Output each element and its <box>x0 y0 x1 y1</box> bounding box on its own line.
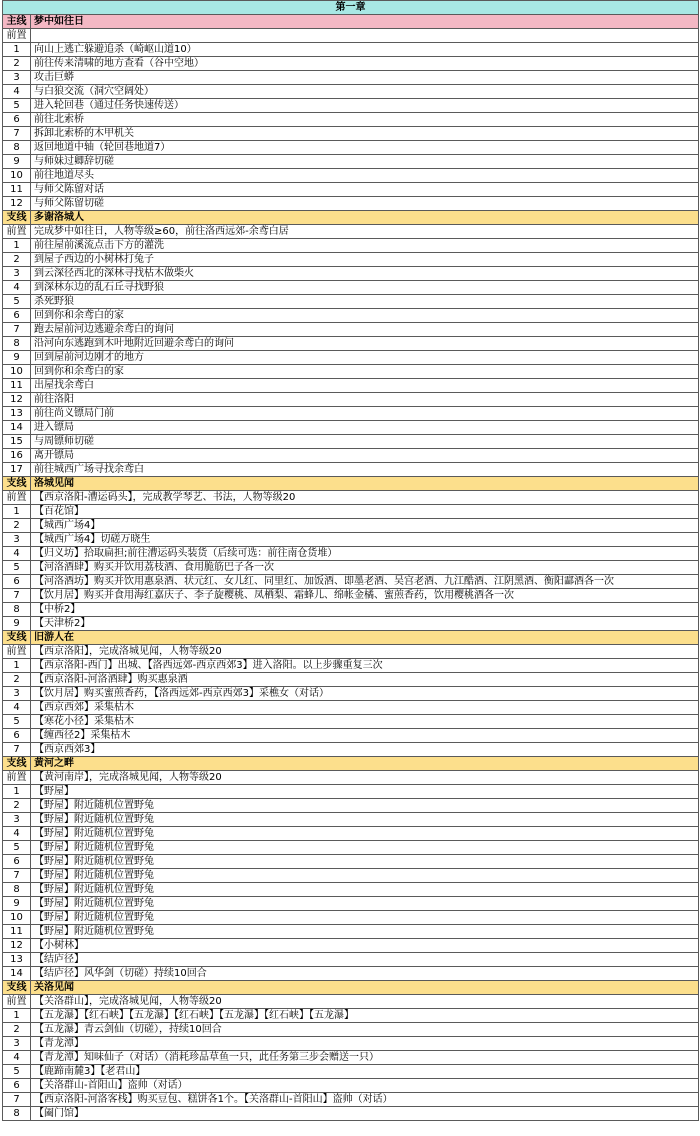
quest-type-label: 支线 <box>3 981 31 995</box>
step-number: 8 <box>3 603 31 617</box>
step-row <box>3 743 699 757</box>
step-number: 5 <box>3 841 31 855</box>
step-number: 7 <box>3 127 31 141</box>
step-row <box>3 239 699 253</box>
quest-table <box>2 0 699 1121</box>
quest-header-row <box>3 981 699 995</box>
step-row <box>3 295 699 309</box>
step-row <box>3 1065 699 1079</box>
step-text: 前往北索桥 <box>31 113 699 127</box>
step-number: 3 <box>3 71 31 85</box>
step-number: 5 <box>3 1065 31 1079</box>
step-text: 【野屋】 <box>31 785 699 799</box>
step-number: 10 <box>3 911 31 925</box>
step-number: 2 <box>3 57 31 71</box>
prerequisite-label: 前置 <box>3 645 31 659</box>
step-row <box>3 365 699 379</box>
prerequisite-row <box>3 491 699 505</box>
step-row <box>3 911 699 925</box>
prerequisite-label: 前置 <box>3 491 31 505</box>
step-number: 11 <box>3 183 31 197</box>
step-number: 6 <box>3 855 31 869</box>
step-row <box>3 869 699 883</box>
step-number: 8 <box>3 337 31 351</box>
step-text: 前往城西广场寻找余鸢白 <box>31 463 699 477</box>
step-text: 前往屋前溪流点击下方的灌洗 <box>31 239 699 253</box>
quest-type-label: 主线 <box>3 15 31 29</box>
step-row <box>3 785 699 799</box>
prerequisite-text <box>31 29 699 43</box>
quest-type-label: 支线 <box>3 757 31 771</box>
step-row <box>3 183 699 197</box>
step-text: 【野屋】附近随机位置野兔 <box>31 813 699 827</box>
step-number: 16 <box>3 449 31 463</box>
step-text: 【寒花小径】采集枯木 <box>31 715 699 729</box>
step-number: 7 <box>3 323 31 337</box>
step-text: 到屋子西边的小树林打兔子 <box>31 253 699 267</box>
step-row <box>3 855 699 869</box>
quest-name: 黄河之畔 <box>31 757 699 771</box>
step-row <box>3 617 699 631</box>
step-number: 2 <box>3 673 31 687</box>
step-text: 返回地道中轴（轮回巷地道7） <box>31 141 699 155</box>
step-text: 【青龙潭】 <box>31 1037 699 1051</box>
step-text: 【百花馆】 <box>31 505 699 519</box>
step-text: 与师父陈留对话 <box>31 183 699 197</box>
step-text: 【结庐径】 <box>31 953 699 967</box>
step-row <box>3 71 699 85</box>
step-text: 【河洛酒坊】购买并饮用惠泉酒、状元红、女儿红、同里红、加饭酒、即墨老酒、吴宫老酒、九江酷酒、江阴黑酒、衡阳酃酒各一次 <box>31 575 699 589</box>
step-number: 4 <box>3 547 31 561</box>
quest-header-row <box>3 631 699 645</box>
step-text: 【饮月居】购买并食用海红嘉庆子、李子旋樱桃、凤栖梨、霜蜂儿、绵帐金橘、蜜煎香药，饮用樱桃酒各一次 <box>31 589 699 603</box>
step-row <box>3 351 699 365</box>
quest-header-row <box>3 211 699 225</box>
step-text: 回到你和余鸢白的家 <box>31 309 699 323</box>
step-row <box>3 309 699 323</box>
step-row <box>3 127 699 141</box>
step-text: 与白狼交流（洞穴空阔处） <box>31 85 699 99</box>
step-row <box>3 169 699 183</box>
step-number: 11 <box>3 379 31 393</box>
step-number: 8 <box>3 141 31 155</box>
step-row <box>3 659 699 673</box>
quest-type-label: 支线 <box>3 631 31 645</box>
step-number: 6 <box>3 113 31 127</box>
prerequisite-row <box>3 995 699 1009</box>
step-text: 回到你和余鸢白的家 <box>31 365 699 379</box>
quest-name: 关洛见闻 <box>31 981 699 995</box>
step-row <box>3 155 699 169</box>
step-row <box>3 407 699 421</box>
step-text: 出屋找余鸢白 <box>31 379 699 393</box>
step-row <box>3 197 699 211</box>
step-number: 14 <box>3 421 31 435</box>
step-number: 13 <box>3 407 31 421</box>
step-number: 5 <box>3 295 31 309</box>
step-row <box>3 43 699 57</box>
step-number: 3 <box>3 813 31 827</box>
quest-name: 旧游人在 <box>31 631 699 645</box>
step-text: 【饮月居】购买蜜煎香药，【洛西远郊-西京西郊3】采樵女（对话） <box>31 687 699 701</box>
step-text: 前往地道尽头 <box>31 169 699 183</box>
step-number: 8 <box>3 883 31 897</box>
step-text: 【归义坊】拾取扁担;前往漕运码头装货（后续可选：前往南仓货堆） <box>31 547 699 561</box>
step-number: 3 <box>3 1037 31 1051</box>
step-text: 跑去屋前河边逃避余鸢白的询问 <box>31 323 699 337</box>
prerequisite-label: 前置 <box>3 29 31 43</box>
step-number: 1 <box>3 239 31 253</box>
step-text: 【野屋】附近随机位置野兔 <box>31 925 699 939</box>
step-text: 与师妹过卿辞切磋 <box>31 155 699 169</box>
step-number: 5 <box>3 99 31 113</box>
prerequisite-label: 前置 <box>3 771 31 785</box>
step-number: 9 <box>3 351 31 365</box>
step-row <box>3 379 699 393</box>
step-row <box>3 113 699 127</box>
prerequisite-row <box>3 225 699 239</box>
step-number: 1 <box>3 43 31 57</box>
step-text: 【西京洛阳-西门】出城、【洛西远郊-西京西郊3】进入洛阳。以上步骤重复三次 <box>31 659 699 673</box>
step-text: 攻击巨蟒 <box>31 71 699 85</box>
prerequisite-row <box>3 645 699 659</box>
step-row <box>3 435 699 449</box>
step-text: 进入镖局 <box>31 421 699 435</box>
step-number: 3 <box>3 267 31 281</box>
step-row <box>3 1093 699 1107</box>
step-text: 【西京西郊3】 <box>31 743 699 757</box>
step-row <box>3 1009 699 1023</box>
step-number: 5 <box>3 715 31 729</box>
step-row <box>3 141 699 155</box>
step-number: 2 <box>3 1023 31 1037</box>
step-row <box>3 715 699 729</box>
step-number: 1 <box>3 785 31 799</box>
step-number: 7 <box>3 589 31 603</box>
prerequisite-label: 前置 <box>3 995 31 1009</box>
quest-type-label: 支线 <box>3 211 31 225</box>
step-row <box>3 883 699 897</box>
step-row <box>3 841 699 855</box>
step-number: 3 <box>3 687 31 701</box>
step-text: 【野屋】附近随机位置野兔 <box>31 911 699 925</box>
step-number: 9 <box>3 155 31 169</box>
prerequisite-text: 【关洛群山】，完成洛城见闻，人物等级20 <box>31 995 699 1009</box>
prerequisite-text: 【西京洛阳-漕运码头】，完成教学琴艺、书法，人物等级20 <box>31 491 699 505</box>
quest-header-row <box>3 15 699 29</box>
step-row <box>3 99 699 113</box>
step-text: 【野屋】附近随机位置野兔 <box>31 827 699 841</box>
step-number: 5 <box>3 561 31 575</box>
step-number: 17 <box>3 463 31 477</box>
step-text: 【鹿蹄南麓3】【老君山】 <box>31 1065 699 1079</box>
step-number: 6 <box>3 575 31 589</box>
step-text: 【阖门馆】 <box>31 1107 699 1121</box>
step-row <box>3 267 699 281</box>
step-text: 回到屋前河边刚才的地方 <box>31 351 699 365</box>
step-row <box>3 729 699 743</box>
step-text: 前往尚义镖局门前 <box>31 407 699 421</box>
step-text: 前往传来清啸的地方查看（谷中空地） <box>31 57 699 71</box>
step-number: 15 <box>3 435 31 449</box>
step-number: 11 <box>3 925 31 939</box>
step-number: 14 <box>3 967 31 981</box>
step-row <box>3 967 699 981</box>
step-row <box>3 897 699 911</box>
step-row <box>3 449 699 463</box>
chapter-header-row <box>3 1 699 15</box>
step-text: 【五龙瀑】青云剑仙（切磋），持续10回合 <box>31 1023 699 1037</box>
step-text: 【城西广场4】切磋万晓生 <box>31 533 699 547</box>
chapter-title: 第一章 <box>3 1 699 15</box>
step-row <box>3 673 699 687</box>
step-row <box>3 561 699 575</box>
prerequisite-row <box>3 771 699 785</box>
step-text: 【野屋】附近随机位置野兔 <box>31 855 699 869</box>
step-row <box>3 925 699 939</box>
quest-type-label: 支线 <box>3 477 31 491</box>
step-text: 【西京洛阳-河洛客栈】购买豆包、糕饼各1个。【关洛群山-首阳山】盗帅（对话） <box>31 1093 699 1107</box>
step-row <box>3 939 699 953</box>
step-number: 7 <box>3 869 31 883</box>
step-row <box>3 337 699 351</box>
step-row <box>3 687 699 701</box>
step-row <box>3 575 699 589</box>
step-row <box>3 533 699 547</box>
step-text: 向山上逃亡躲避追杀（崎岖山道10） <box>31 43 699 57</box>
step-text: 【五龙瀑】【红石峡】【五龙瀑】【红石峡】【五龙瀑】【红石峡】【五龙瀑】 <box>31 1009 699 1023</box>
prerequisite-text: 【黄河南岸】，完成洛城见闻，人物等级20 <box>31 771 699 785</box>
step-row <box>3 393 699 407</box>
step-number: 8 <box>3 1107 31 1121</box>
step-text: 与师父陈留切磋 <box>31 197 699 211</box>
quest-name: 洛城见闻 <box>31 477 699 491</box>
step-number: 10 <box>3 169 31 183</box>
step-text: 【结庐径】风华剑（切磋）持续10回合 <box>31 967 699 981</box>
step-row <box>3 85 699 99</box>
step-text: 离开镖局 <box>31 449 699 463</box>
step-text: 【青龙潭】知味仙子（对话）（消耗珍品草鱼一只，此任务第三步会赠送一只） <box>31 1051 699 1065</box>
step-row <box>3 1023 699 1037</box>
step-number: 10 <box>3 365 31 379</box>
step-text: 到云深径西北的深林寻找枯木做柴火 <box>31 267 699 281</box>
step-row <box>3 827 699 841</box>
step-text: 沿河向东逃跑到木叶地附近回避余鸢白的询问 <box>31 337 699 351</box>
step-text: 【缠西径2】采集枯木 <box>31 729 699 743</box>
step-row <box>3 813 699 827</box>
step-text: 【关洛群山-首阳山】盗帅（对话） <box>31 1079 699 1093</box>
step-number: 7 <box>3 1093 31 1107</box>
step-row <box>3 799 699 813</box>
step-text: 【城西广场4】 <box>31 519 699 533</box>
step-text: 【野屋】附近随机位置野兔 <box>31 799 699 813</box>
step-text: 【西京西郊】采集枯木 <box>31 701 699 715</box>
step-number: 4 <box>3 1051 31 1065</box>
step-number: 2 <box>3 519 31 533</box>
step-text: 【中桥2】 <box>31 603 699 617</box>
step-row <box>3 281 699 295</box>
step-row <box>3 1079 699 1093</box>
step-row <box>3 603 699 617</box>
step-row <box>3 701 699 715</box>
step-text: 【野屋】附近随机位置野兔 <box>31 869 699 883</box>
step-number: 1 <box>3 505 31 519</box>
step-number: 6 <box>3 729 31 743</box>
step-number: 12 <box>3 393 31 407</box>
quest-header-row <box>3 477 699 491</box>
step-row <box>3 547 699 561</box>
step-row <box>3 1051 699 1065</box>
step-row <box>3 505 699 519</box>
prerequisite-label: 前置 <box>3 225 31 239</box>
step-number: 4 <box>3 827 31 841</box>
step-row <box>3 1037 699 1051</box>
step-text: 前往洛阳 <box>31 393 699 407</box>
step-text: 与周镖师切磋 <box>31 435 699 449</box>
step-number: 12 <box>3 939 31 953</box>
step-text: 【野屋】附近随机位置野兔 <box>31 883 699 897</box>
step-text: 杀死野狼 <box>31 295 699 309</box>
step-text: 【野屋】附近随机位置野兔 <box>31 841 699 855</box>
prerequisite-text: 完成梦中如往日，人物等级≥60，前往洛西远郊-余鸢白居 <box>31 225 699 239</box>
step-row <box>3 589 699 603</box>
step-number: 4 <box>3 701 31 715</box>
step-number: 2 <box>3 253 31 267</box>
quest-name: 多谢洛城人 <box>31 211 699 225</box>
prerequisite-text: 【西京洛阳】，完成洛城见闻，人物等级20 <box>31 645 699 659</box>
step-row <box>3 1107 699 1121</box>
step-text: 【西京洛阳-河洛酒肆】购买惠泉酒 <box>31 673 699 687</box>
step-number: 13 <box>3 953 31 967</box>
step-text: 【野屋】附近随机位置野兔 <box>31 897 699 911</box>
step-number: 9 <box>3 617 31 631</box>
step-number: 2 <box>3 799 31 813</box>
quest-header-row <box>3 757 699 771</box>
step-row <box>3 57 699 71</box>
step-number: 1 <box>3 1009 31 1023</box>
step-row <box>3 253 699 267</box>
step-number: 4 <box>3 85 31 99</box>
step-row <box>3 323 699 337</box>
prerequisite-row <box>3 29 699 43</box>
step-row <box>3 953 699 967</box>
step-number: 7 <box>3 743 31 757</box>
step-text: 【河洛酒肆】购买并饮用荔枝酒、食用脆筋巴子各一次 <box>31 561 699 575</box>
quest-name: 梦中如往日 <box>31 15 699 29</box>
step-number: 4 <box>3 281 31 295</box>
step-text: 进入轮回巷（通过任务快速传送） <box>31 99 699 113</box>
step-number: 6 <box>3 1079 31 1093</box>
step-row <box>3 463 699 477</box>
step-row <box>3 519 699 533</box>
step-number: 9 <box>3 897 31 911</box>
step-text: 拆卸北索桥的木甲机关 <box>31 127 699 141</box>
step-number: 3 <box>3 533 31 547</box>
step-text: 【小树林】 <box>31 939 699 953</box>
step-number: 12 <box>3 197 31 211</box>
step-number: 6 <box>3 309 31 323</box>
step-text: 到深林东边的乱石丘寻找野狼 <box>31 281 699 295</box>
step-text: 【天津桥2】 <box>31 617 699 631</box>
step-row <box>3 421 699 435</box>
step-number: 1 <box>3 659 31 673</box>
